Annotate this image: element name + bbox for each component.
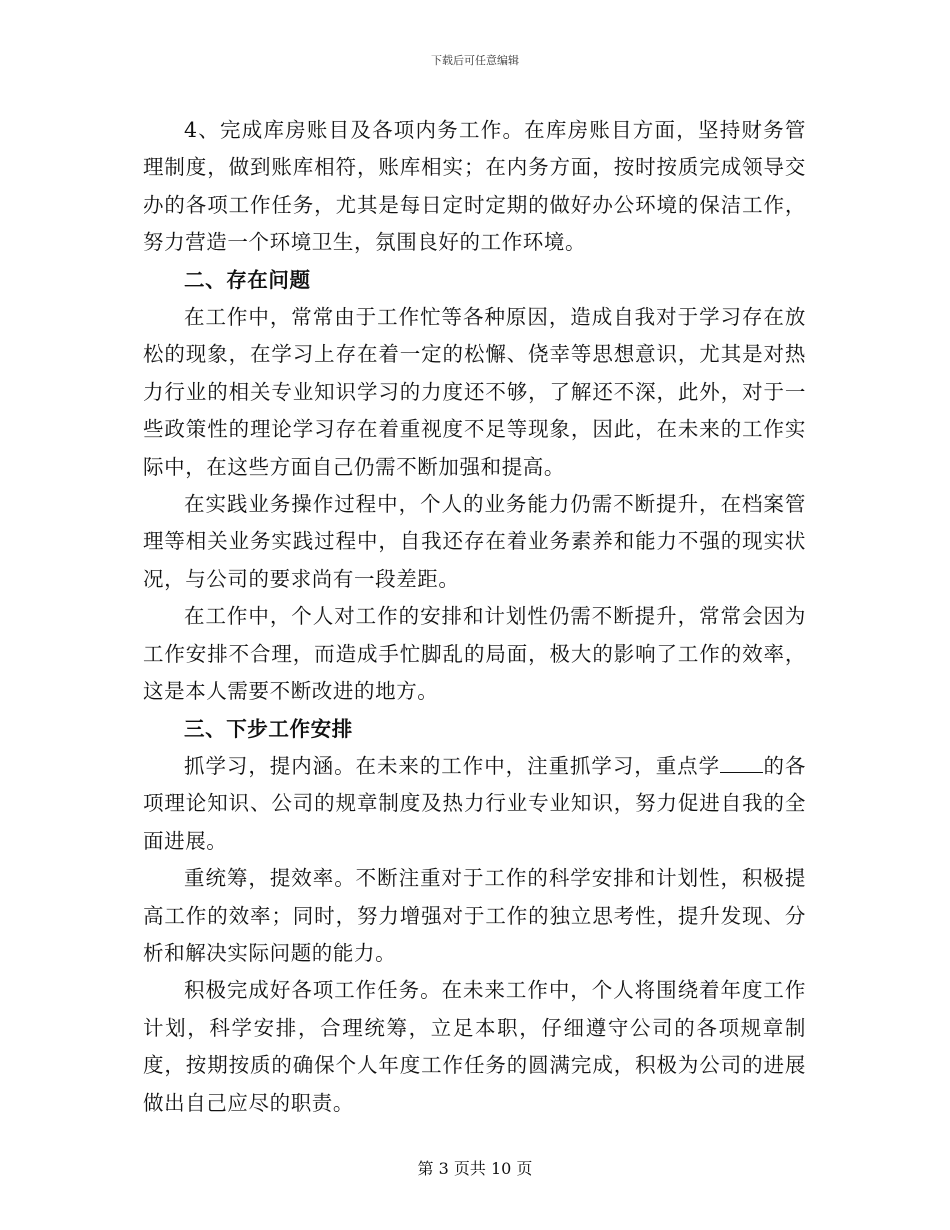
paragraph-inventory-work: 4、完成库房账目及各项内务工作。在库房账目方面，坚持财务管理制度，做到账库相符，账库相实；在内务方面，按时按质完成领导交办的各项工作任务，尤其是每日定时定期的做好办公环境的保洁工作，努力营造一个环境卫生，氛围良好的工作环境。 bbox=[143, 118, 806, 255]
section-heading-next-steps: 三、下步工作安排 bbox=[184, 716, 353, 741]
document-body bbox=[143, 112, 806, 1122]
section-heading-problems: 二、存在问题 bbox=[184, 267, 311, 292]
paragraph-study-problems: 在工作中，常常由于工作忙等各种原因，造成自我对于学习存在放松的现象，在学习上存在着一定的松懈、侥幸等思想意识，尤其是对热力行业的相关专业知识学习的力度还不够，了解还不深，此外，对于一些政策性的理论学习存在着重视度不足等现象，因此，在未来的工作实际中，在这些方面自己仍需不断加强和提高。 bbox=[143, 305, 806, 479]
page-number-footer: 第 3 页共 10 页 bbox=[417, 1159, 533, 1178]
paragraph-efficiency-plan: 重统筹，提效率。不断注重对于工作的科学安排和计划性，积极提高工作的效率；同时，努力增强对于工作的独立思考性，提升发现、分析和解决实际问题的能力。 bbox=[143, 866, 806, 965]
study-plan-text-start: 抓学习，提内涵。在未来的工作中，注重抓学习，重点学 bbox=[184, 753, 721, 778]
paragraph-business-ability: 在实践业务操作过程中，个人的业务能力仍需不断提升，在档案管理等相关业务实践过程中，自我还存在着业务素养和能力不强的现实状况，与公司的要求尚有一段差距。 bbox=[143, 492, 806, 591]
study-plan-text-end: 的各项理论知识、公司的规章制度及热力行业专业知识，努力促进自我的全面进展。 bbox=[143, 753, 807, 853]
page-header: 下载后可任意编辑 bbox=[431, 54, 519, 67]
paragraph-study-plan bbox=[143, 748, 806, 860]
paragraph-work-planning: 在工作中，个人对工作的安排和计划性仍需不断提升，常常会因为工作安排不合理，而造成手忙脚乱的局面，极大的影响了工作的效率，这是本人需要不断改进的地方。 bbox=[143, 604, 806, 704]
fill-in-blank bbox=[720, 753, 763, 772]
paragraph-task-completion: 积极完成好各项工作任务。在未来工作中，个人将围绕着年度工作计划，科学安排，合理统筹，立足本职，仔细遵守公司的各项规章制度，按期按质的确保个人年度工作任务的圆满完成，积极为公司的进展做出自己应尽的职责。 bbox=[143, 978, 806, 1115]
